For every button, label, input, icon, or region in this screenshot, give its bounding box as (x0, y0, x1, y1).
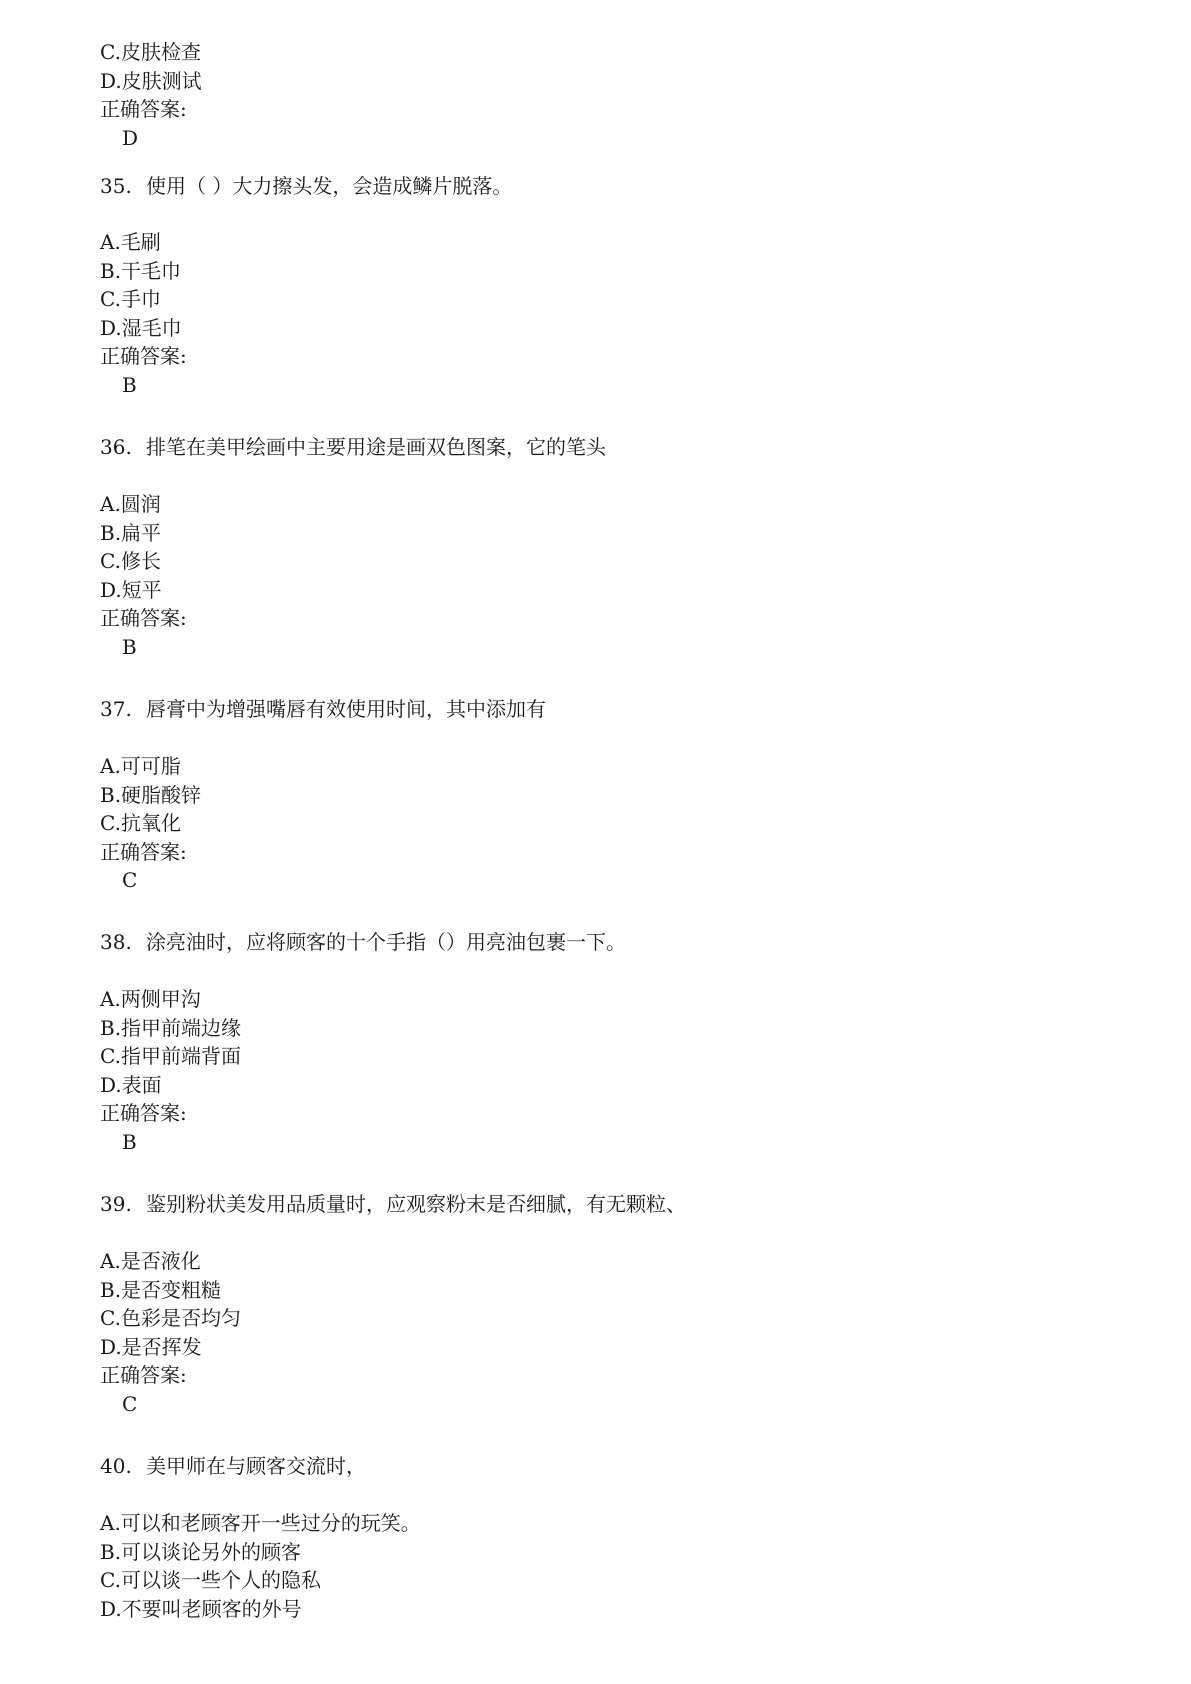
option-c: C.色彩是否均匀 (100, 1306, 241, 1330)
question-number: 37. (100, 697, 132, 721)
question-37 (100, 695, 1100, 724)
option-c: C.修长 (100, 549, 161, 573)
option-a: A.毛刷 (100, 230, 161, 254)
option-a: A.两侧甲沟 (100, 987, 201, 1011)
option-d: D.表面 (100, 1072, 162, 1097)
question-38-options (100, 985, 1100, 1156)
question-text: 排笔在美甲绘画中主要用途是画双色图案，它的笔头 (146, 435, 606, 459)
question-35-options (100, 228, 1100, 399)
question-number: 40. (100, 1454, 132, 1478)
question-34-fragment (100, 38, 1100, 152)
question-stem (100, 695, 1100, 724)
option-b: B.可以谈论另外的顾客 (100, 1539, 302, 1564)
answer-label: 正确答案: (100, 97, 187, 121)
option-d: D.不要叫老顾客的外号 (100, 1596, 302, 1621)
question-number: 36. (100, 435, 132, 459)
option-c: C.指甲前端背面 (100, 1044, 241, 1068)
option-b: B.干毛巾 (100, 258, 182, 283)
option-a: A.圆润 (100, 492, 161, 516)
question-stem (100, 928, 1100, 957)
answer-value: C (122, 1391, 138, 1416)
option-b: B.是否变粗糙 (100, 1277, 222, 1302)
question-number: 35. (100, 174, 132, 198)
question-36 (100, 433, 1100, 462)
question-text: 鉴别粉状美发用品质量时，应观察粉末是否细腻，有无颗粒、 (146, 1192, 686, 1216)
option-d: D.是否挥发 (100, 1334, 202, 1359)
question-text: 美甲师在与顾客交流时， (146, 1454, 366, 1478)
option-b: B.指甲前端边缘 (100, 1015, 242, 1040)
option-c: C.皮肤检查 (100, 40, 201, 64)
option-c: C.可以谈一些个人的隐私 (100, 1568, 321, 1592)
question-text: 使用（ ）大力擦头发，会造成鳞片脱落。 (146, 174, 513, 198)
option-c: C.抗氧化 (100, 811, 181, 835)
question-number: 38. (100, 930, 132, 954)
answer-value: B (122, 372, 137, 397)
question-38 (100, 928, 1100, 957)
question-39 (100, 1190, 1100, 1219)
answer-label: 正确答案: (100, 1363, 187, 1387)
question-stem (100, 172, 1100, 201)
option-d: D.皮肤测试 (100, 68, 202, 93)
option-d: D.短平 (100, 577, 162, 602)
option-a: A.可可脂 (100, 754, 181, 778)
option-b: B.扁平 (100, 520, 162, 545)
answer-label: 正确答案: (100, 1101, 187, 1125)
question-number: 39. (100, 1192, 132, 1216)
answer-value: C (122, 868, 138, 892)
answer-label: 正确答案: (100, 839, 187, 864)
question-stem (100, 1452, 1100, 1481)
question-40 (100, 1452, 1100, 1481)
option-a: A.可以和老顾客开一些过分的玩笑。 (100, 1511, 421, 1535)
answer-label: 正确答案: (100, 344, 187, 368)
question-stem (100, 1190, 1100, 1219)
question-35 (100, 172, 1100, 201)
option-d: D.湿毛巾 (100, 315, 182, 340)
question-stem (100, 433, 1100, 462)
question-text: 涂亮油时，应将顾客的十个手指（）用亮油包裹一下。 (146, 930, 626, 954)
option-b: B.硬脂酸锌 (100, 782, 202, 807)
question-39-options (100, 1247, 1100, 1418)
option-c: C.手巾 (100, 287, 161, 311)
option-a: A.是否液化 (100, 1249, 201, 1273)
answer-label: 正确答案: (100, 606, 187, 630)
answer-value: B (122, 634, 137, 659)
answer-value: D (122, 125, 139, 150)
question-36-options (100, 490, 1100, 661)
question-text: 唇膏中为增强嘴唇有效使用时间，其中添加有 (146, 697, 546, 721)
question-40-options (100, 1509, 1100, 1623)
question-37-options (100, 752, 1100, 895)
answer-value: B (122, 1129, 137, 1154)
